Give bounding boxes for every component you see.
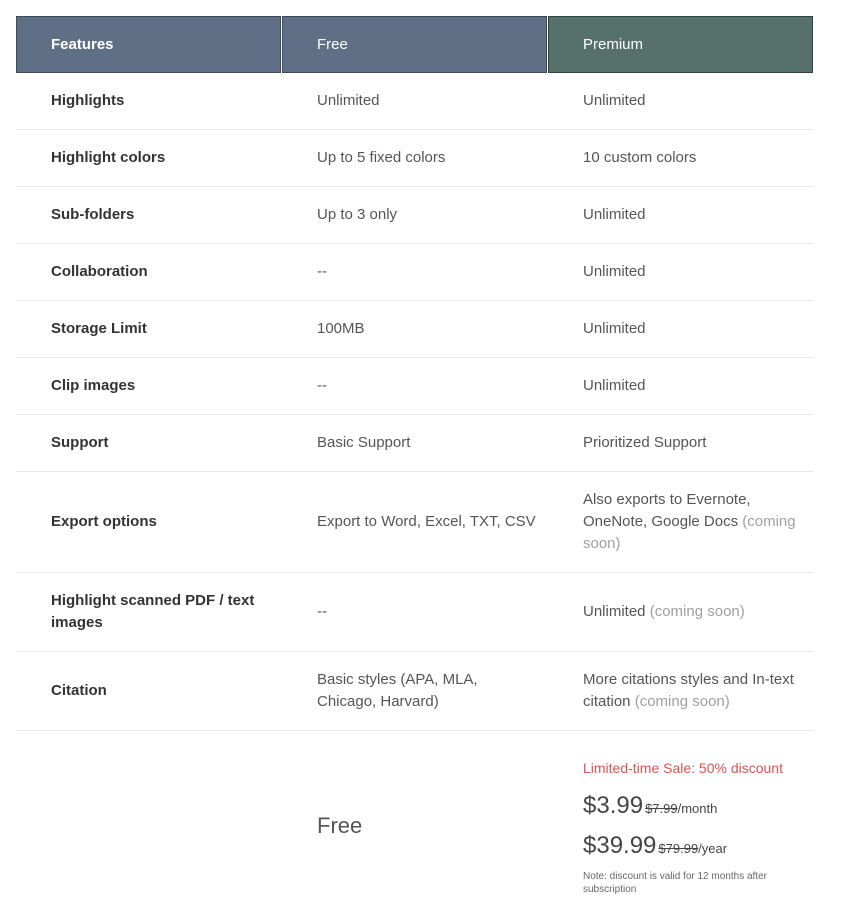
feature-name: Highlight colors [51,149,166,166]
yearly-price-value: $39.99 [583,832,657,859]
monthly-period: /month [677,801,718,816]
header-premium-label: Premium [583,36,644,53]
premium-text: Unlimited [583,377,646,394]
pricing-row [16,731,813,911]
premium-text: Unlimited [583,603,646,620]
premium-value [548,147,813,169]
premium-value [548,261,813,283]
premium-text: Unlimited [583,206,646,223]
table-row [16,573,813,652]
feature-name: Clip images [51,377,136,394]
coming-soon-note: (coming soon) [583,513,796,552]
table-row [16,301,813,358]
premium-value [548,432,813,454]
coming-soon-note: (coming soon) [649,603,745,620]
premium-text: More citations styles and In-text citation [583,671,794,710]
feature-name: Sub-folders [51,206,135,223]
premium-value [548,669,813,713]
premium-text: Unlimited [583,92,646,109]
premium-text: Prioritized Support [583,434,707,451]
feature-name: Collaboration [51,263,148,280]
premium-text: Also exports to Evernote, OneNote, Google Docs [583,491,751,530]
feature-name: Export options [51,513,157,530]
free-value: Up to 5 fixed colors [317,149,446,166]
feature-name: Highlight scanned PDF / text images [51,592,255,631]
header-free [282,16,547,73]
free-value: -- [317,603,327,620]
premium-value [548,204,813,226]
sale-banner: Limited-time Sale: 50% discount [583,760,783,776]
feature-name: Citation [51,682,107,699]
pricing-comparison-table [16,16,813,911]
table-row [16,415,813,472]
yearly-price [583,832,813,860]
table-row [16,73,813,130]
premium-value [548,489,813,555]
free-value: -- [317,377,327,394]
free-value: Up to 3 only [317,206,398,223]
premium-value [548,601,813,623]
premium-text: Unlimited [583,263,646,280]
yearly-old-price: $79.99 [658,841,699,856]
monthly-price [583,792,813,820]
premium-text: Unlimited [583,320,646,337]
header-free-label: Free [317,36,348,53]
header-features-label: Features [51,36,114,53]
monthly-old-price: $7.99 [645,801,678,816]
free-value: Basic Support [317,434,411,451]
premium-pricing [583,758,813,896]
yearly-period: /year [698,841,728,856]
premium-value [548,318,813,340]
table-row [16,244,813,301]
header-premium [548,16,813,73]
coming-soon-note: (coming soon) [634,693,730,710]
header-features [16,16,281,73]
table-row [16,130,813,187]
feature-name: Support [51,434,109,451]
free-value: Unlimited [317,92,380,109]
discount-note: Note: discount is valid for 12 months after subscription [583,871,767,895]
feature-name: Storage Limit [51,320,147,337]
monthly-price-value: $3.99 [583,792,644,819]
free-value: Export to Word, Excel, TXT, CSV [317,513,536,530]
feature-name: Highlights [51,92,125,109]
free-value: Basic styles (APA, MLA, Chicago, Harvard) [317,671,478,710]
table-header [16,16,813,73]
table-row [16,472,813,573]
premium-text: 10 custom colors [583,149,697,166]
free-value: 100MB [317,320,365,337]
premium-value [548,90,813,112]
free-value: -- [317,263,327,280]
premium-value [548,375,813,397]
free-price-label: Free [317,813,363,838]
table-row [16,652,813,731]
table-row [16,358,813,415]
table-row [16,187,813,244]
